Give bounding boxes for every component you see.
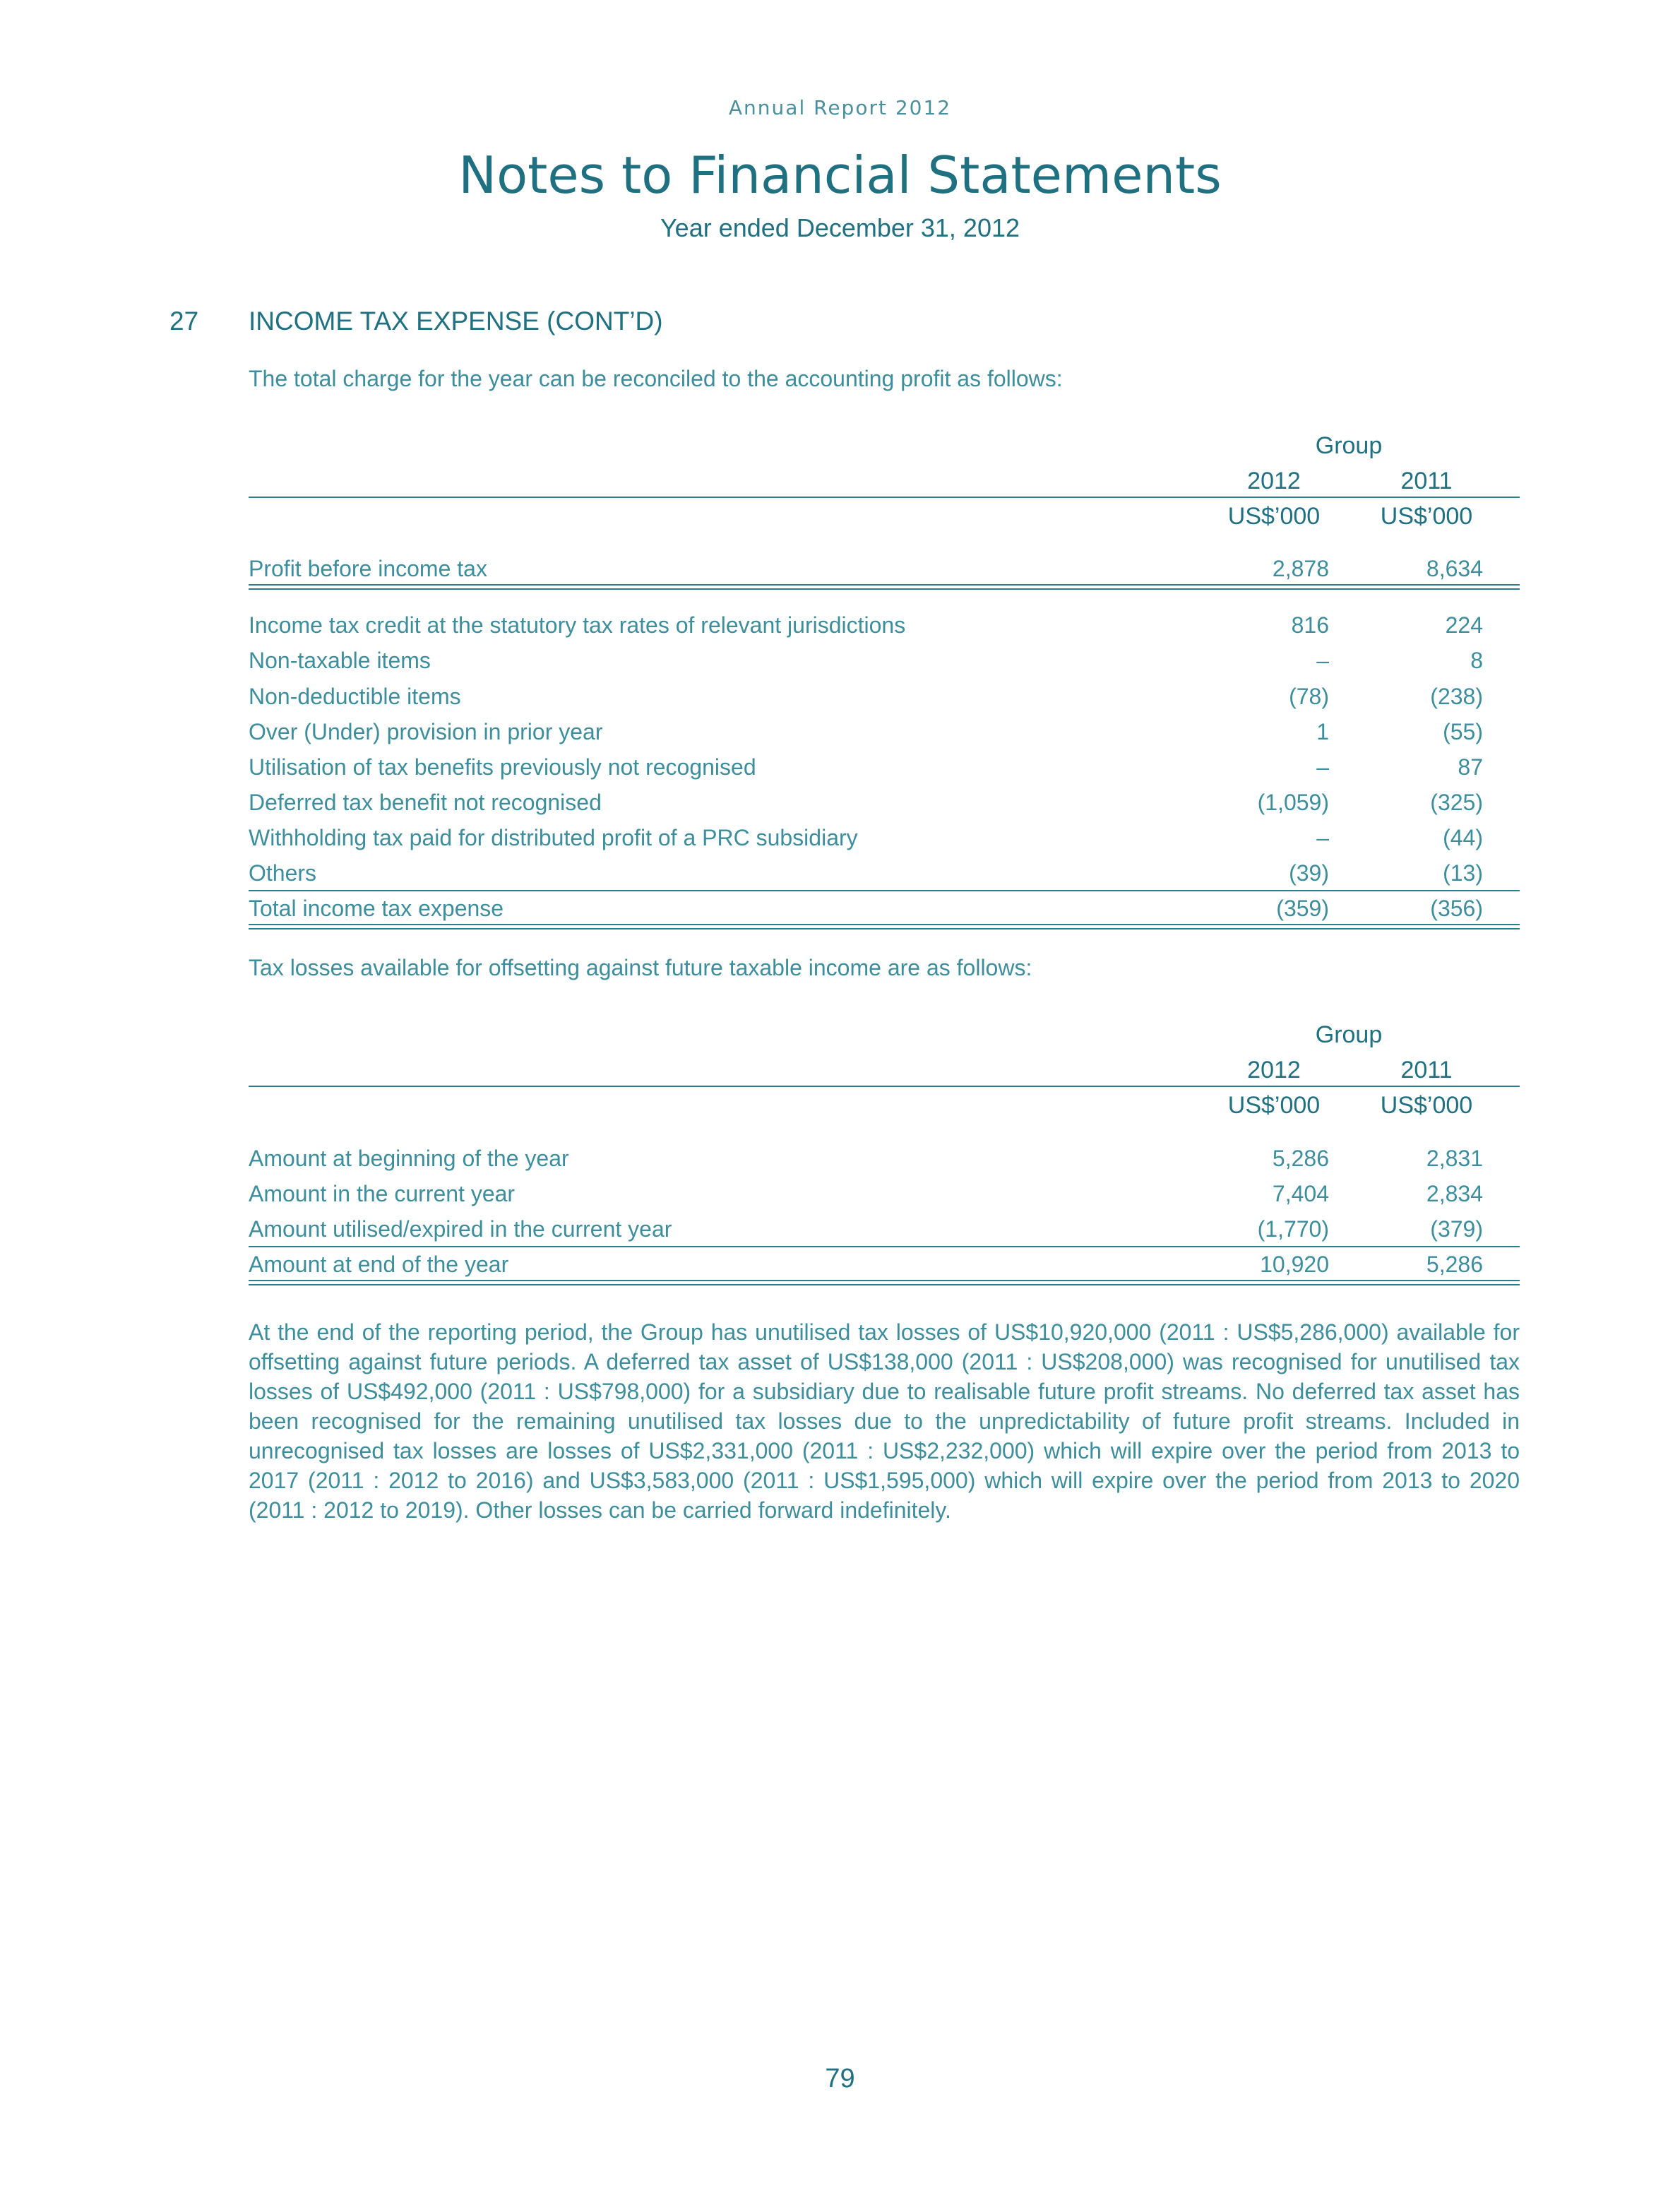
value-2012: 7,404 [1272,1181,1329,1206]
table-row [249,1146,1520,1178]
col-year-2012: 2012 [1247,1057,1301,1083]
value-2011: (44) [1443,825,1483,850]
value-2011: 8 [1470,648,1483,673]
table-row [249,1181,1520,1213]
value-2011: 2,834 [1426,1181,1483,1206]
col-unit-2012: US$’000 [1227,1092,1321,1119]
value-2012: 2,878 [1272,556,1329,581]
value-2012: (39) [1289,860,1329,886]
value-2011: 224 [1445,612,1483,638]
value-2011: 2,831 [1426,1146,1483,1171]
col-unit-2012: US$’000 [1227,503,1321,530]
subtotal-rule [249,890,1520,891]
double-rule [249,1280,1520,1285]
double-rule [249,924,1520,929]
subtotal-rule [249,1246,1520,1247]
table-row [249,790,1520,822]
page-number: 79 [825,2064,855,2093]
value-2012: – [1316,825,1329,850]
row-label: Total income tax expense [249,896,504,921]
row-label: Amount at beginning of the year [249,1146,569,1171]
value-2012: (78) [1289,684,1329,709]
value-2011: 5,286 [1426,1252,1483,1277]
row-label: Others [249,860,317,886]
double-rule [249,584,1520,590]
row-label: Amount in the current year [249,1181,516,1206]
value-2012: 1 [1316,719,1329,744]
col-unit-2011: US$’000 [1380,1092,1473,1119]
table-row [249,860,1520,893]
col-year-2011: 2011 [1400,468,1453,494]
value-2012: 5,286 [1272,1146,1329,1171]
page-subtitle: Year ended December 31, 2012 [660,213,1020,242]
value-2011: 87 [1458,754,1483,780]
row-label: Income tax credit at the statutory tax rates of relevant jurisdictions [249,612,906,638]
row-label: Over (Under) provision in prior year [249,719,603,744]
row-label: Amount at end of the year [249,1252,509,1277]
table-row [249,754,1520,787]
col-unit-2011: US$’000 [1380,503,1473,530]
row-label: Non-taxable items [249,648,431,673]
section-title: INCOME TAX EXPENSE (CONT’D) [249,307,663,335]
row-label: Amount utilised/expired in the current year [249,1216,672,1242]
running-head: Annual Report 2012 [728,96,952,119]
value-2011: (238) [1430,684,1483,709]
header-rule [249,1086,1520,1087]
value-2012: – [1316,648,1329,673]
reconciliation-intro: The total charge for the year can be reconciled to the accounting profit as follows: [249,366,1063,391]
row-label: Deferred tax benefit not recognised [249,790,602,815]
value-2011: (55) [1443,719,1483,744]
value-2012: (359) [1276,896,1329,921]
tax-losses-intro: Tax losses available for offsetting against future taxable income are as follows: [249,955,1032,980]
section-number: 27 [169,307,199,335]
value-2011: (325) [1430,790,1483,815]
value-2012: (1,770) [1257,1216,1329,1242]
row-label: Profit before income tax [249,556,487,581]
value-2012: 10,920 [1260,1252,1329,1277]
table-row [249,825,1520,857]
value-2012: 816 [1291,612,1329,638]
value-2011: 8,634 [1426,556,1483,581]
col-year-2012: 2012 [1247,468,1301,494]
table-row [249,719,1520,752]
header-rule [249,497,1520,498]
value-2012: (1,059) [1257,790,1329,815]
row-label: Withholding tax paid for distributed profit of a PRC subsidiary [249,825,858,850]
value-2011: (356) [1430,896,1483,921]
value-2011: (13) [1443,860,1483,886]
group-header: Group [1315,432,1383,459]
table-row [249,1216,1520,1249]
col-year-2011: 2011 [1400,1057,1453,1083]
tax-losses-explanation: At the end of the reporting period, the Group has unutilised tax losses of US$10,920,000 (2011 : US$5,286,000) available for offsetting against future periods. A deferred tax asset of US$138,000 (2011 : US$208,000) was recognised for unutilised tax losses of US$492,000 (2011 : US$798,000) for a subsidiary due to realisable future profit streams. No deferred tax asset has been recognised for the remaining unutilised tax losses due to the unpredictability of future profit streams. Included in unrecognised tax losses are losses of US$2,331,000 (2011 : US$2,232,000) which will expire over the period from 2013 to 2017 (2011 : 2012 to 2016) and US$3,583,000 (2011 : US$1,595,000) which will expire over the period from 2013 to 2020 (2011 : 2012 to 2019). Other losses can be carried forward indefinitely. [249,1319,1520,1523]
page-title: Notes to Financial Statements [458,145,1222,205]
row-label: Non-deductible items [249,684,461,709]
table-row [249,648,1520,680]
group-header: Group [1315,1021,1383,1048]
table-row [249,684,1520,716]
value-2012: – [1316,754,1329,780]
table-row [249,612,1520,645]
row-label: Utilisation of tax benefits previously not recognised [249,754,756,780]
value-2011: (379) [1430,1216,1483,1242]
